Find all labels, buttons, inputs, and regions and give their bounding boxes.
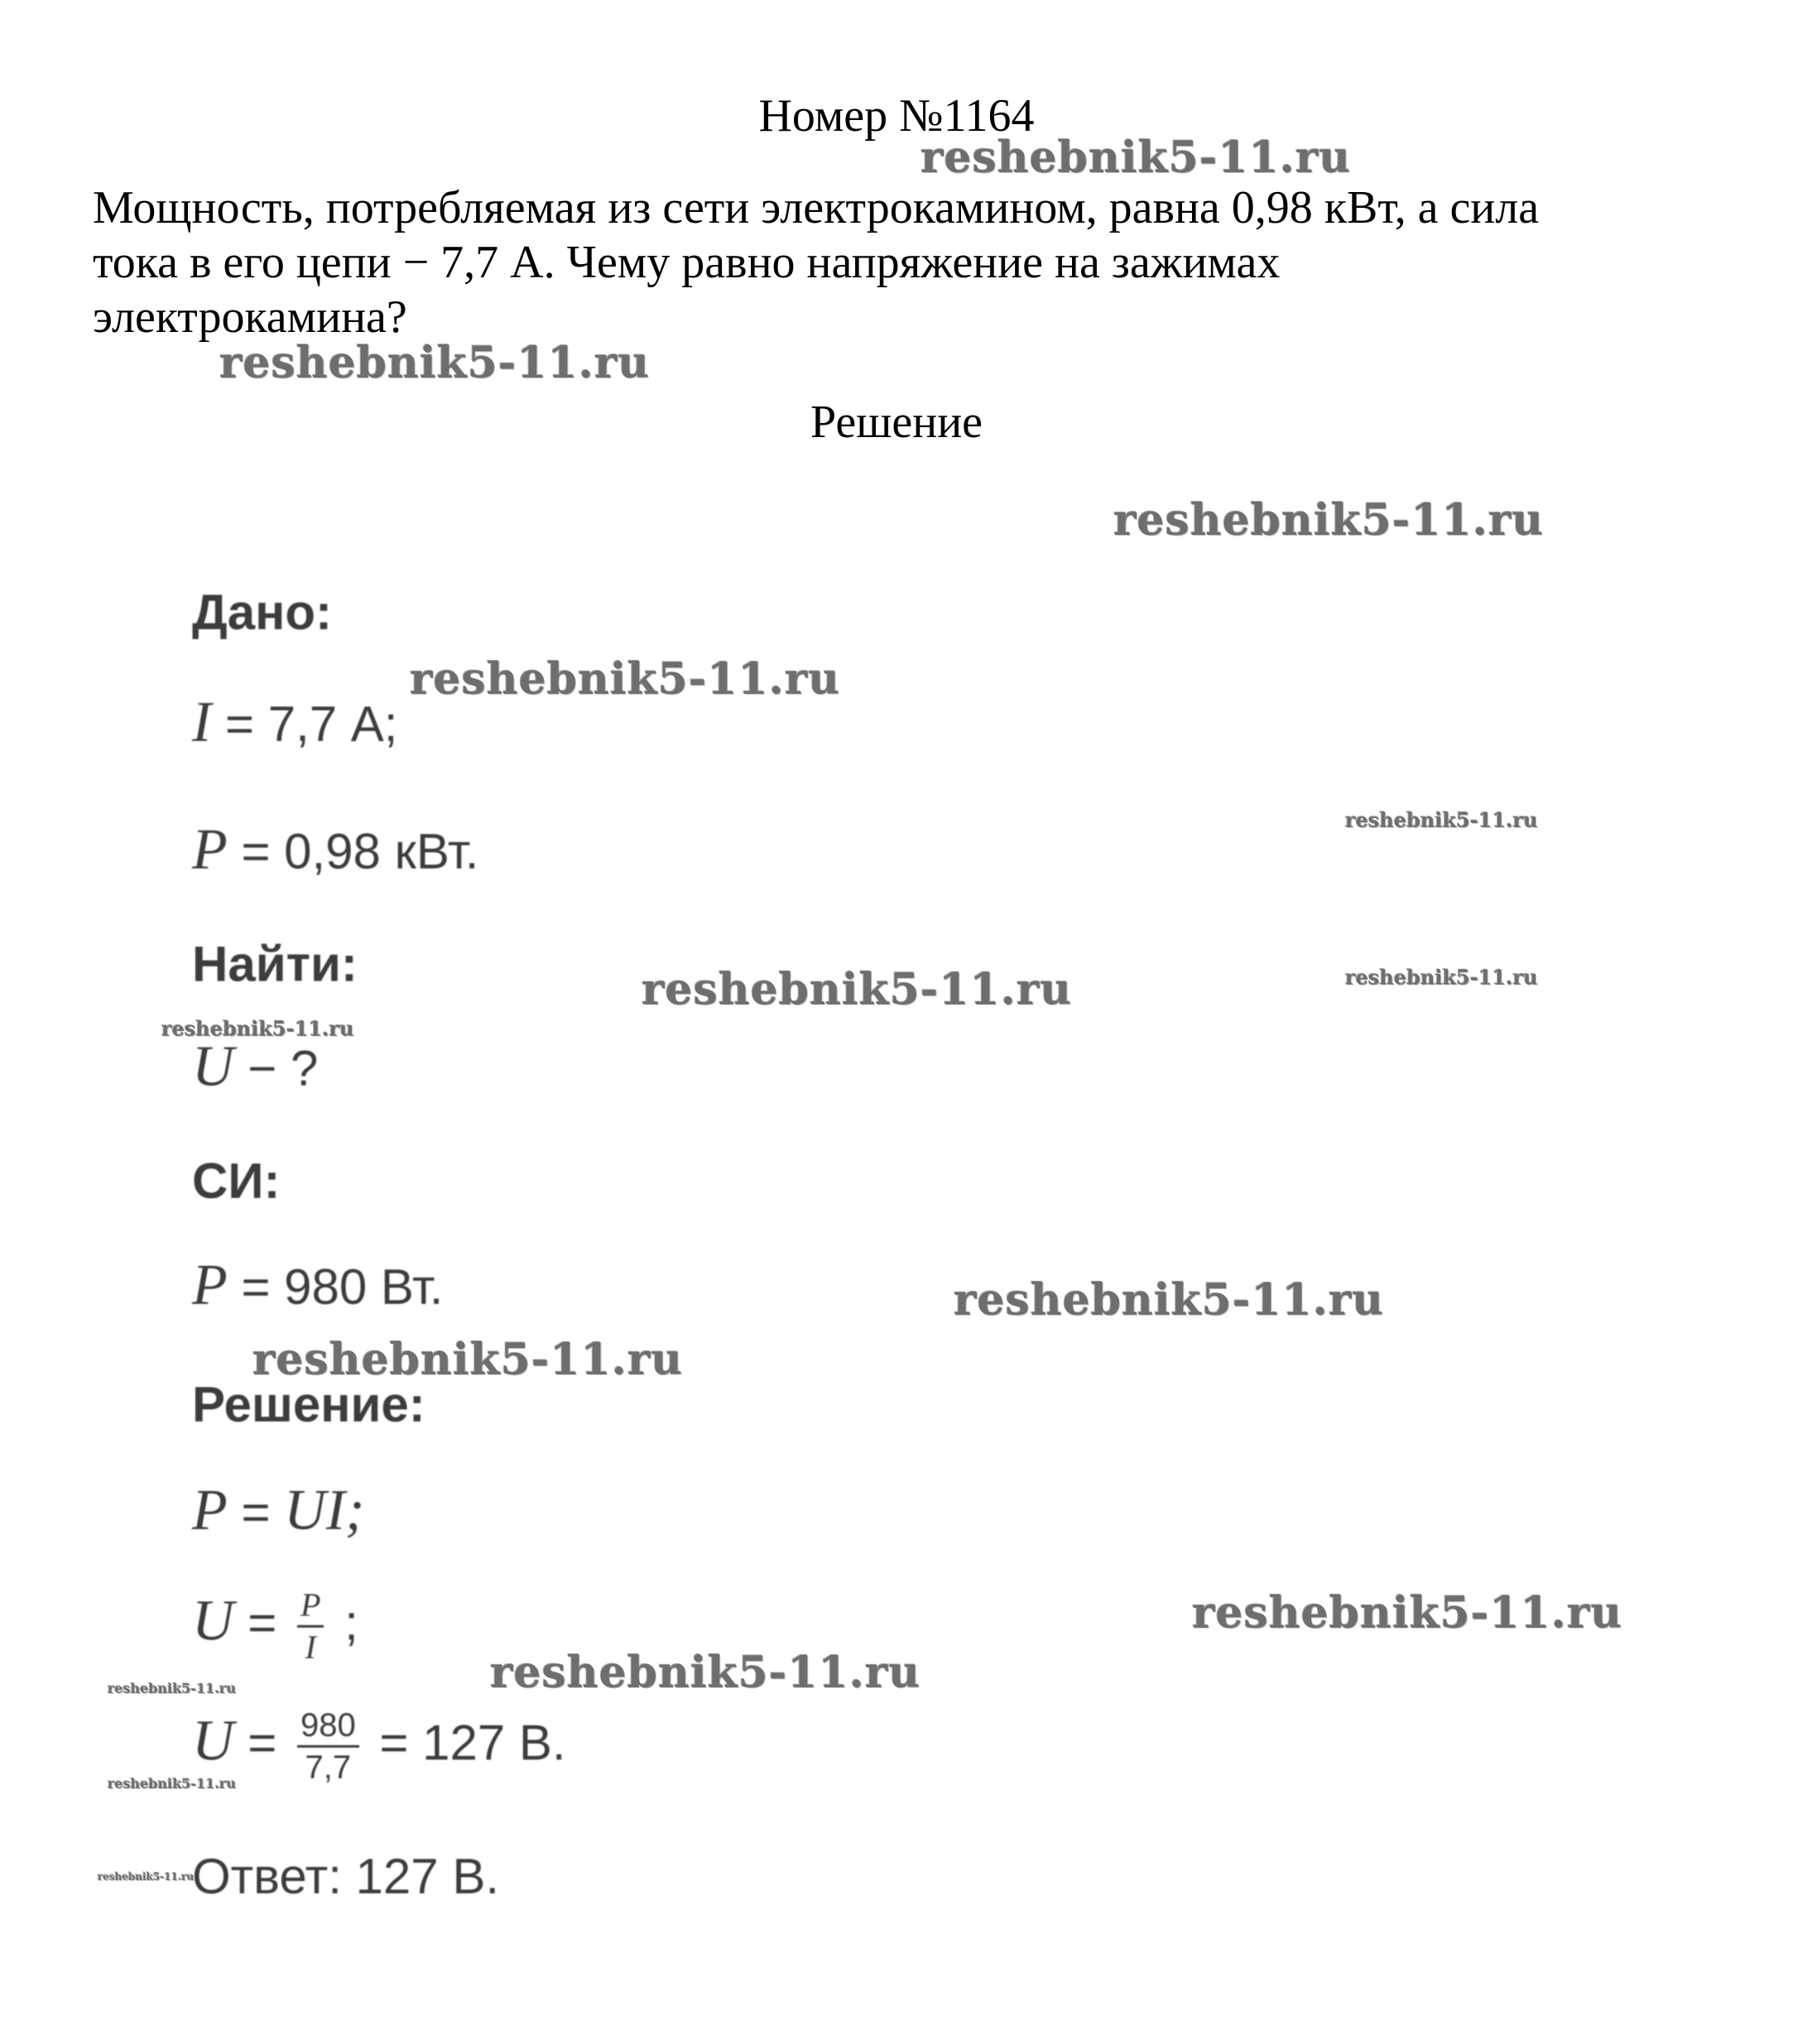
- watermark: reshebnik5-11.ru: [1192, 1588, 1623, 1638]
- find-label: Найти:: [192, 936, 358, 992]
- watermark: reshebnik5-11.ru: [490, 1647, 921, 1698]
- variable-symbol: I: [192, 690, 212, 754]
- watermark: reshebnik5-11.ru: [921, 132, 1352, 183]
- fraction: [297, 1705, 359, 1787]
- problem-line: тока в его цепи − 7,7 А. Чему равно напряжение на зажимах: [93, 237, 1281, 288]
- watermark: reshebnik5-11.ru: [1345, 808, 1538, 832]
- computed-result: = 127 В.: [379, 1715, 566, 1771]
- formula-rhs: UI;: [284, 1479, 365, 1542]
- given-value: = 7,7 А;: [224, 696, 398, 752]
- variable-symbol: P: [192, 1253, 228, 1317]
- equals-sign: =: [248, 1594, 277, 1651]
- find-voltage: [192, 1035, 319, 1099]
- equals-sign: =: [248, 1715, 277, 1771]
- problem-statement: [93, 180, 1682, 344]
- given-current: [192, 690, 398, 754]
- problem-line: Мощность, потребляемая из сети электрокамином, равна 0,98 кВт, а сила: [93, 182, 1540, 233]
- fraction-denominator: I: [297, 1625, 324, 1667]
- watermark: reshebnik5-11.ru: [219, 338, 651, 388]
- watermark: reshebnik5-11.ru: [410, 654, 841, 705]
- si-power: [192, 1253, 444, 1317]
- watermark: reshebnik5-11.ru: [161, 1017, 354, 1041]
- variable-symbol: U: [192, 1589, 234, 1653]
- fraction: [297, 1585, 324, 1667]
- fraction-numerator: P: [300, 1586, 321, 1623]
- step-tail: ;: [344, 1594, 358, 1651]
- computed-step: [192, 1705, 566, 1787]
- variable-symbol: P: [192, 1479, 228, 1542]
- si-value: = 980 Вт.: [241, 1259, 444, 1315]
- derived-step: [192, 1585, 358, 1667]
- given-label: Дано:: [192, 584, 332, 640]
- answer: Ответ: 127 В.: [192, 1849, 500, 1904]
- find-value: − ?: [248, 1041, 319, 1096]
- watermark: reshebnik5-11.ru: [642, 964, 1073, 1015]
- variable-symbol: U: [192, 1709, 234, 1773]
- variable-symbol: U: [192, 1035, 234, 1099]
- solution-label: Решение:: [192, 1377, 425, 1432]
- page-title: Номер №1164: [758, 90, 1035, 142]
- problem-line: электрокамина?: [93, 291, 407, 343]
- watermark: reshebnik5-11.ru: [1113, 495, 1545, 546]
- fraction-numerator: 980: [300, 1707, 356, 1743]
- given-value: = 0,98 кВт.: [241, 824, 479, 879]
- watermark: reshebnik5-11.ru: [108, 1681, 237, 1696]
- watermark: reshebnik5-11.ru: [252, 1335, 684, 1385]
- watermark: reshebnik5-11.ru: [98, 1871, 195, 1883]
- equals-sign: =: [241, 1484, 271, 1540]
- formula-step: [192, 1479, 365, 1542]
- fraction-denominator: 7,7: [297, 1745, 359, 1787]
- given-power: [192, 818, 479, 882]
- watermark: reshebnik5-11.ru: [954, 1275, 1385, 1325]
- solution-heading: Решение: [810, 397, 983, 448]
- si-label: СИ:: [192, 1153, 281, 1209]
- watermark: reshebnik5-11.ru: [108, 1776, 237, 1792]
- watermark: reshebnik5-11.ru: [1345, 965, 1538, 989]
- variable-symbol: P: [192, 818, 228, 882]
